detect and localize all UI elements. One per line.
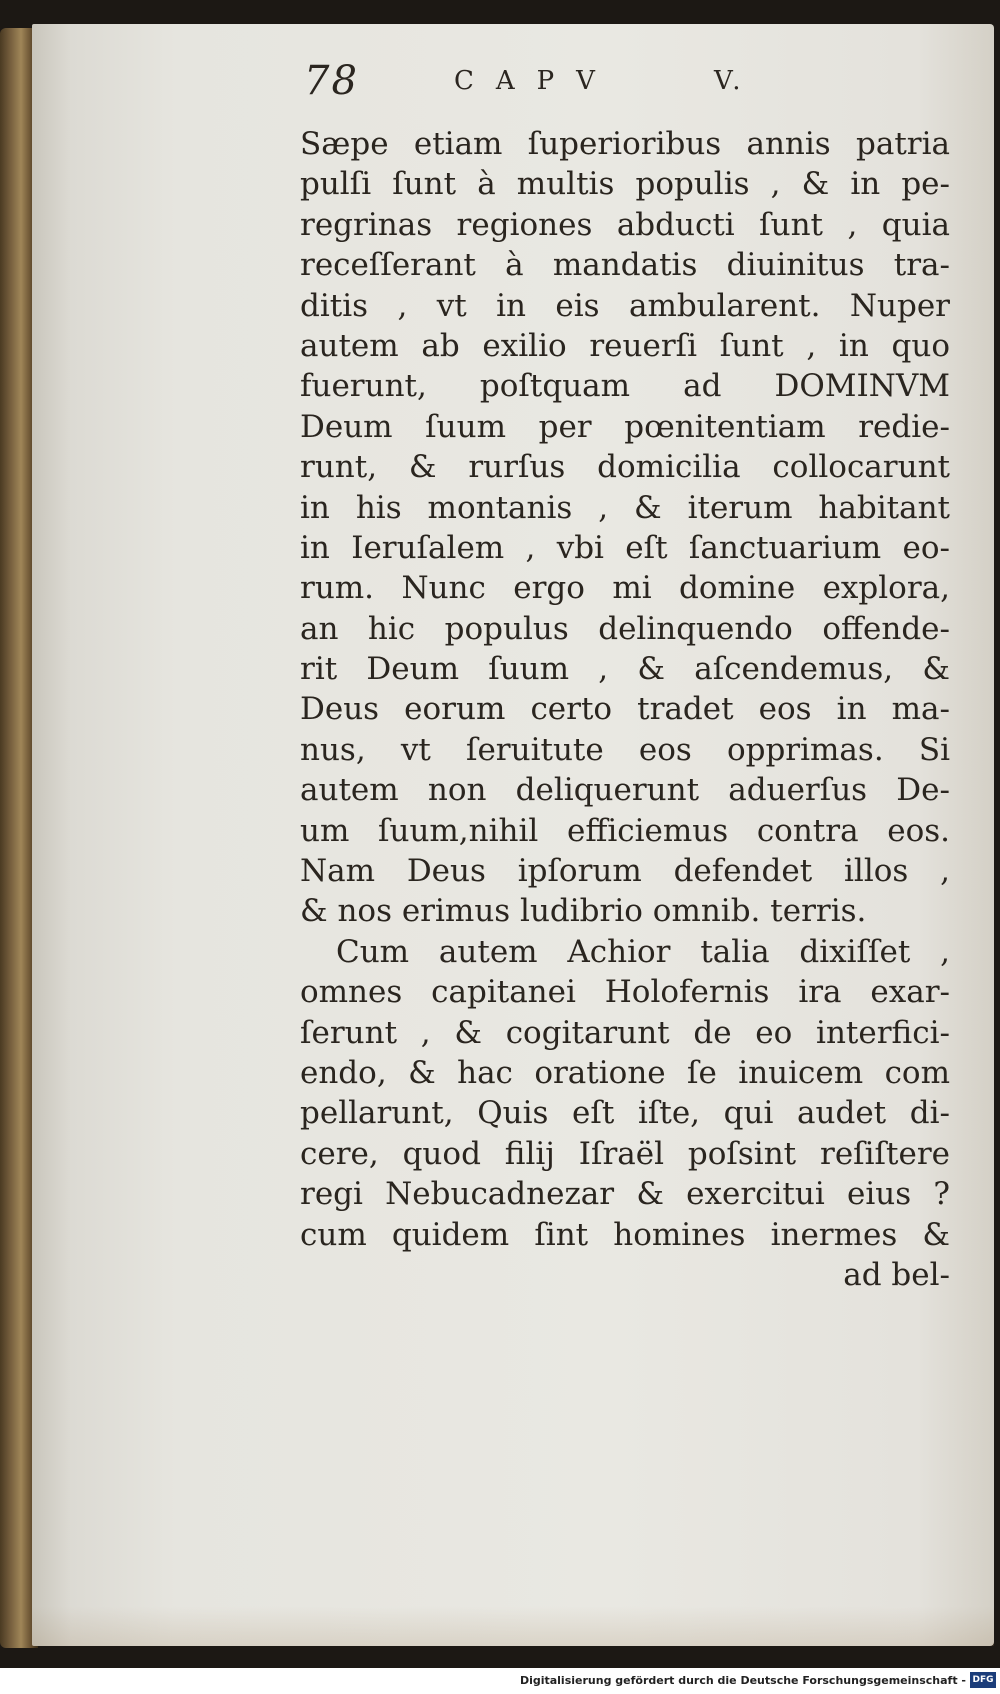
text-line: an hic populus delinquendo offende- — [300, 610, 950, 647]
text-line: endo, & hac oratione ſe inuicem com — [300, 1054, 950, 1091]
text-line: ſerunt , & cogitarunt de eo interfici- — [300, 1014, 950, 1051]
text-line: Nam Deus ipſorum defendet illos , — [300, 853, 950, 890]
text-line: regi Nebucadnezar & exercitui eius ? — [300, 1176, 950, 1213]
funding-note: Digitalisierung gefördert durch die Deutsche Forschungsgemeinschaft - — [519, 1674, 966, 1687]
catchword: ad bel- — [843, 1256, 950, 1293]
text-line: pellarunt, Quis eſt iſte, qui audet di- — [300, 1095, 950, 1132]
text-line: Cum autem Achior talia dixiſſet , — [336, 933, 950, 970]
text-line: cere, quod filij Iſraël poſsint reſiſtere — [300, 1135, 950, 1172]
text-line: rit Deum ſuum , & aſcendemus, & — [300, 651, 950, 688]
text-line: regrinas regiones abducti ſunt , quia — [300, 206, 950, 243]
text-line: Sæpe etiam ſuperioribus annis patria — [300, 126, 950, 162]
text-line: in Ieruſalem , vbi eſt ſanctuarium eo- — [300, 529, 950, 566]
text-line: um ſuum,nihil efficiemus contra eos. — [300, 812, 950, 849]
text-line: in his montanis , & iterum habitant — [300, 489, 950, 526]
text-line: Deus eorum certo tradet eos in ma- — [300, 691, 950, 728]
page-number: 78 — [304, 58, 359, 104]
page-edge-stain — [32, 1606, 994, 1646]
text-line: nus, vt ſeruitute eos opprimas. Si — [300, 731, 950, 768]
text-line: autem ab exilio reuerſi ſunt , in quo — [300, 327, 950, 364]
text-line: autem non deliquerunt aduerſus De- — [300, 772, 950, 809]
text-line: receſſerant à mandatis diuinitus tra- — [300, 247, 950, 284]
text-line: cum quidem ſint homines inermes & — [300, 1216, 950, 1253]
text-line: Deum ſuum per pœnitentiam redie- — [300, 408, 950, 445]
text-line: pulſi ſunt à multis populis , & in pe- — [300, 166, 950, 203]
text-line: ditis , vt in eis ambularent. Nuper — [300, 287, 950, 324]
text-line: & nos erimus ludibrio omnib. terris. — [300, 893, 867, 930]
chapter-number: V. — [714, 66, 745, 96]
text-line: omnes capitanei Holofernis ira exar- — [300, 974, 950, 1011]
text-line: fuerunt, poſtquam ad DOMINVM — [300, 368, 950, 405]
text-line: rum. Nunc ergo mi domine explora, — [300, 570, 950, 607]
chapter-heading: CAPV — [454, 66, 617, 96]
dfg-logo: DFG — [970, 1672, 996, 1688]
running-head — [304, 58, 964, 118]
body-text — [300, 124, 950, 1295]
text-line: runt, & rurſus domicilia collocarunt — [300, 449, 950, 486]
digitization-footer — [0, 1668, 1000, 1694]
